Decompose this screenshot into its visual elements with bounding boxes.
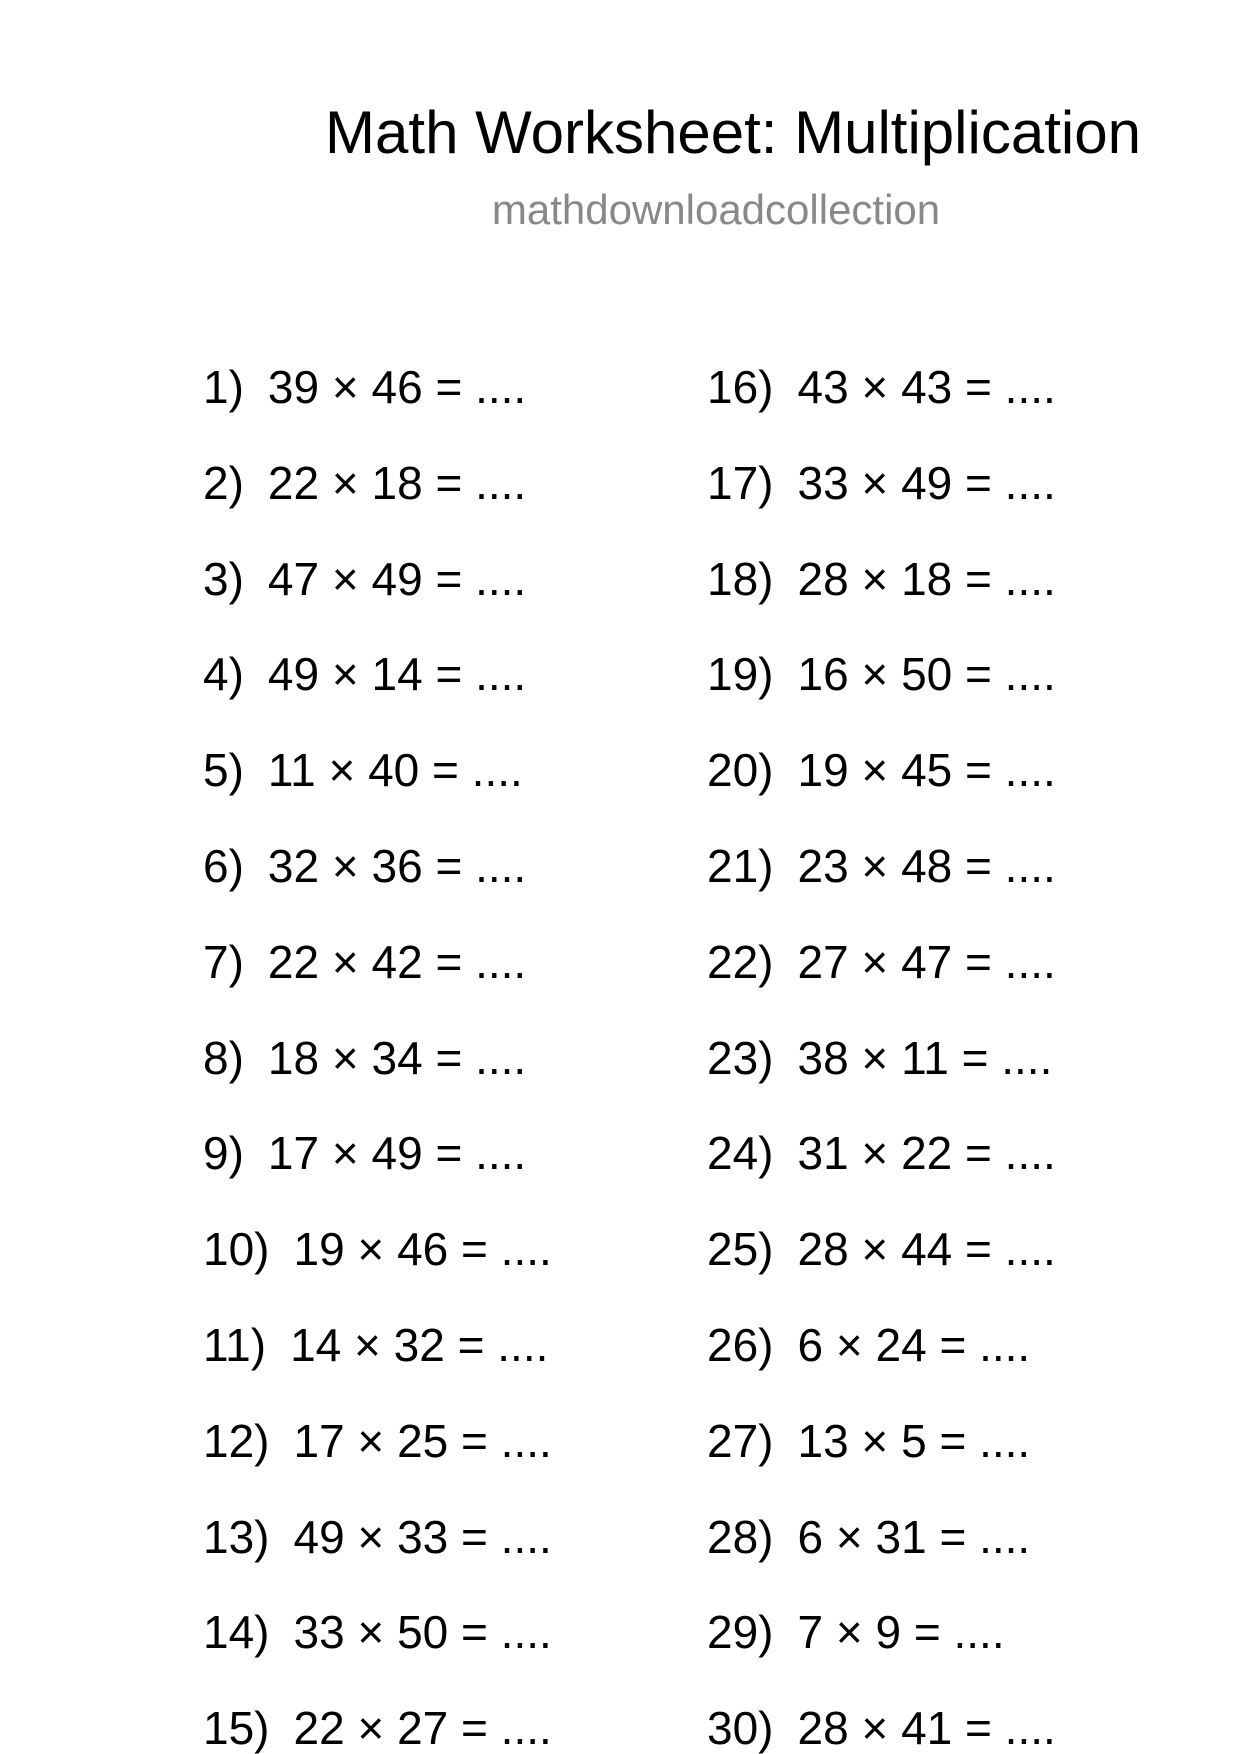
problem-item	[707, 1606, 1005, 1659]
problem-number: 5)	[203, 744, 244, 797]
problem-item	[707, 648, 1056, 701]
problem-number: 24)	[707, 1127, 774, 1180]
problem-item	[707, 1510, 1031, 1563]
problem-expression: 11 × 40 = ....	[267, 744, 523, 797]
problem-item	[203, 552, 527, 605]
problem-number: 22)	[707, 935, 774, 988]
problem-number: 29)	[707, 1606, 774, 1659]
problem-number: 4)	[203, 648, 244, 701]
problem-expression: 17 × 49 = ....	[267, 1127, 527, 1180]
problem-number: 13)	[203, 1510, 270, 1563]
problem-expression: 19 × 45 = ....	[797, 744, 1056, 797]
problem-item	[707, 840, 1056, 892]
problem-item	[707, 1031, 1053, 1084]
problem-expression: 33 × 50 = ....	[293, 1606, 552, 1659]
problem-expression: 49 × 14 = ....	[267, 648, 527, 701]
problem-item	[203, 1127, 527, 1180]
problem-number: 1)	[203, 361, 244, 413]
problem-expression: 23 × 48 = ....	[797, 840, 1056, 892]
problem-expression: 17 × 25 = ....	[293, 1414, 552, 1467]
problem-number: 23)	[707, 1031, 774, 1084]
problem-item	[707, 1223, 1056, 1276]
problem-number: 20)	[707, 744, 774, 797]
problem-expression: 27 × 47 = ....	[797, 935, 1056, 988]
problem-expression: 39 × 46 = ....	[267, 361, 527, 413]
problem-expression: 28 × 44 = ....	[797, 1223, 1056, 1276]
problem-expression: 6 × 31 = ....	[797, 1510, 1031, 1563]
problem-expression: 22 × 18 = ....	[267, 456, 527, 509]
problem-number: 10)	[203, 1223, 270, 1276]
problem-expression: 47 × 49 = ....	[267, 552, 527, 605]
problem-item	[707, 1414, 1031, 1467]
problem-number: 16)	[707, 361, 774, 413]
problem-item	[203, 1223, 552, 1276]
problem-number: 8)	[203, 1031, 244, 1084]
problem-item	[203, 648, 527, 701]
problem-number: 14)	[203, 1606, 270, 1659]
problem-number: 12)	[203, 1414, 270, 1467]
problem-number: 17)	[707, 456, 774, 509]
problem-item	[707, 1127, 1056, 1180]
problem-number: 27)	[707, 1414, 774, 1467]
problem-item	[707, 744, 1056, 797]
problem-expression: 49 × 33 = ....	[293, 1510, 552, 1563]
problem-item	[203, 1606, 552, 1659]
problem-number: 28)	[707, 1510, 774, 1563]
problem-number: 7)	[203, 935, 244, 988]
problem-item	[203, 1702, 552, 1754]
problem-item	[203, 840, 527, 892]
problem-item	[203, 361, 527, 413]
problem-number: 19)	[707, 648, 774, 701]
problem-number: 3)	[203, 552, 244, 605]
problem-item	[707, 456, 1056, 509]
problem-expression: 6 × 24 = ....	[797, 1319, 1031, 1371]
problem-expression: 38 × 11 = ....	[797, 1031, 1053, 1084]
problem-item	[707, 1702, 1056, 1754]
problem-number: 11)	[203, 1319, 267, 1371]
problem-expression: 22 × 42 = ....	[267, 935, 527, 988]
problem-number: 21)	[707, 840, 774, 892]
worksheet-title: Math Worksheet: Multiplication	[325, 99, 1141, 166]
problem-number: 25)	[707, 1223, 774, 1276]
problem-expression: 32 × 36 = ....	[267, 840, 527, 892]
problem-item	[707, 361, 1056, 413]
problem-item	[203, 1031, 527, 1084]
problem-expression: 18 × 34 = ....	[267, 1031, 527, 1084]
problem-expression: 16 × 50 = ....	[797, 648, 1056, 701]
problem-item	[203, 1510, 552, 1563]
problem-item	[203, 1414, 552, 1467]
problem-expression: 13 × 5 = ....	[797, 1414, 1031, 1467]
problem-expression: 19 × 46 = ....	[293, 1223, 552, 1276]
problem-expression: 7 × 9 = ....	[797, 1606, 1005, 1659]
problem-item	[707, 935, 1056, 988]
problem-number: 9)	[203, 1127, 244, 1180]
problem-item	[707, 552, 1056, 605]
problem-item	[203, 456, 527, 509]
problem-expression: 43 × 43 = ....	[797, 361, 1056, 413]
problem-expression: 14 × 32 = ....	[290, 1319, 549, 1371]
problem-number: 26)	[707, 1319, 774, 1371]
problem-item	[203, 1319, 549, 1371]
problem-item	[203, 744, 523, 797]
problem-expression: 33 × 49 = ....	[797, 456, 1056, 509]
problem-expression: 28 × 41 = ....	[797, 1702, 1056, 1754]
problem-number: 15)	[203, 1702, 270, 1754]
problem-number: 30)	[707, 1702, 774, 1754]
problem-expression: 22 × 27 = ....	[293, 1702, 552, 1754]
problem-item	[203, 935, 527, 988]
problem-expression: 31 × 22 = ....	[797, 1127, 1056, 1180]
problem-number: 2)	[203, 456, 244, 509]
problem-expression: 28 × 18 = ....	[797, 552, 1056, 605]
worksheet-subtitle: mathdownloadcollection	[491, 186, 941, 233]
problem-item	[707, 1319, 1031, 1371]
problem-number: 6)	[203, 840, 244, 892]
problem-number: 18)	[707, 552, 774, 605]
